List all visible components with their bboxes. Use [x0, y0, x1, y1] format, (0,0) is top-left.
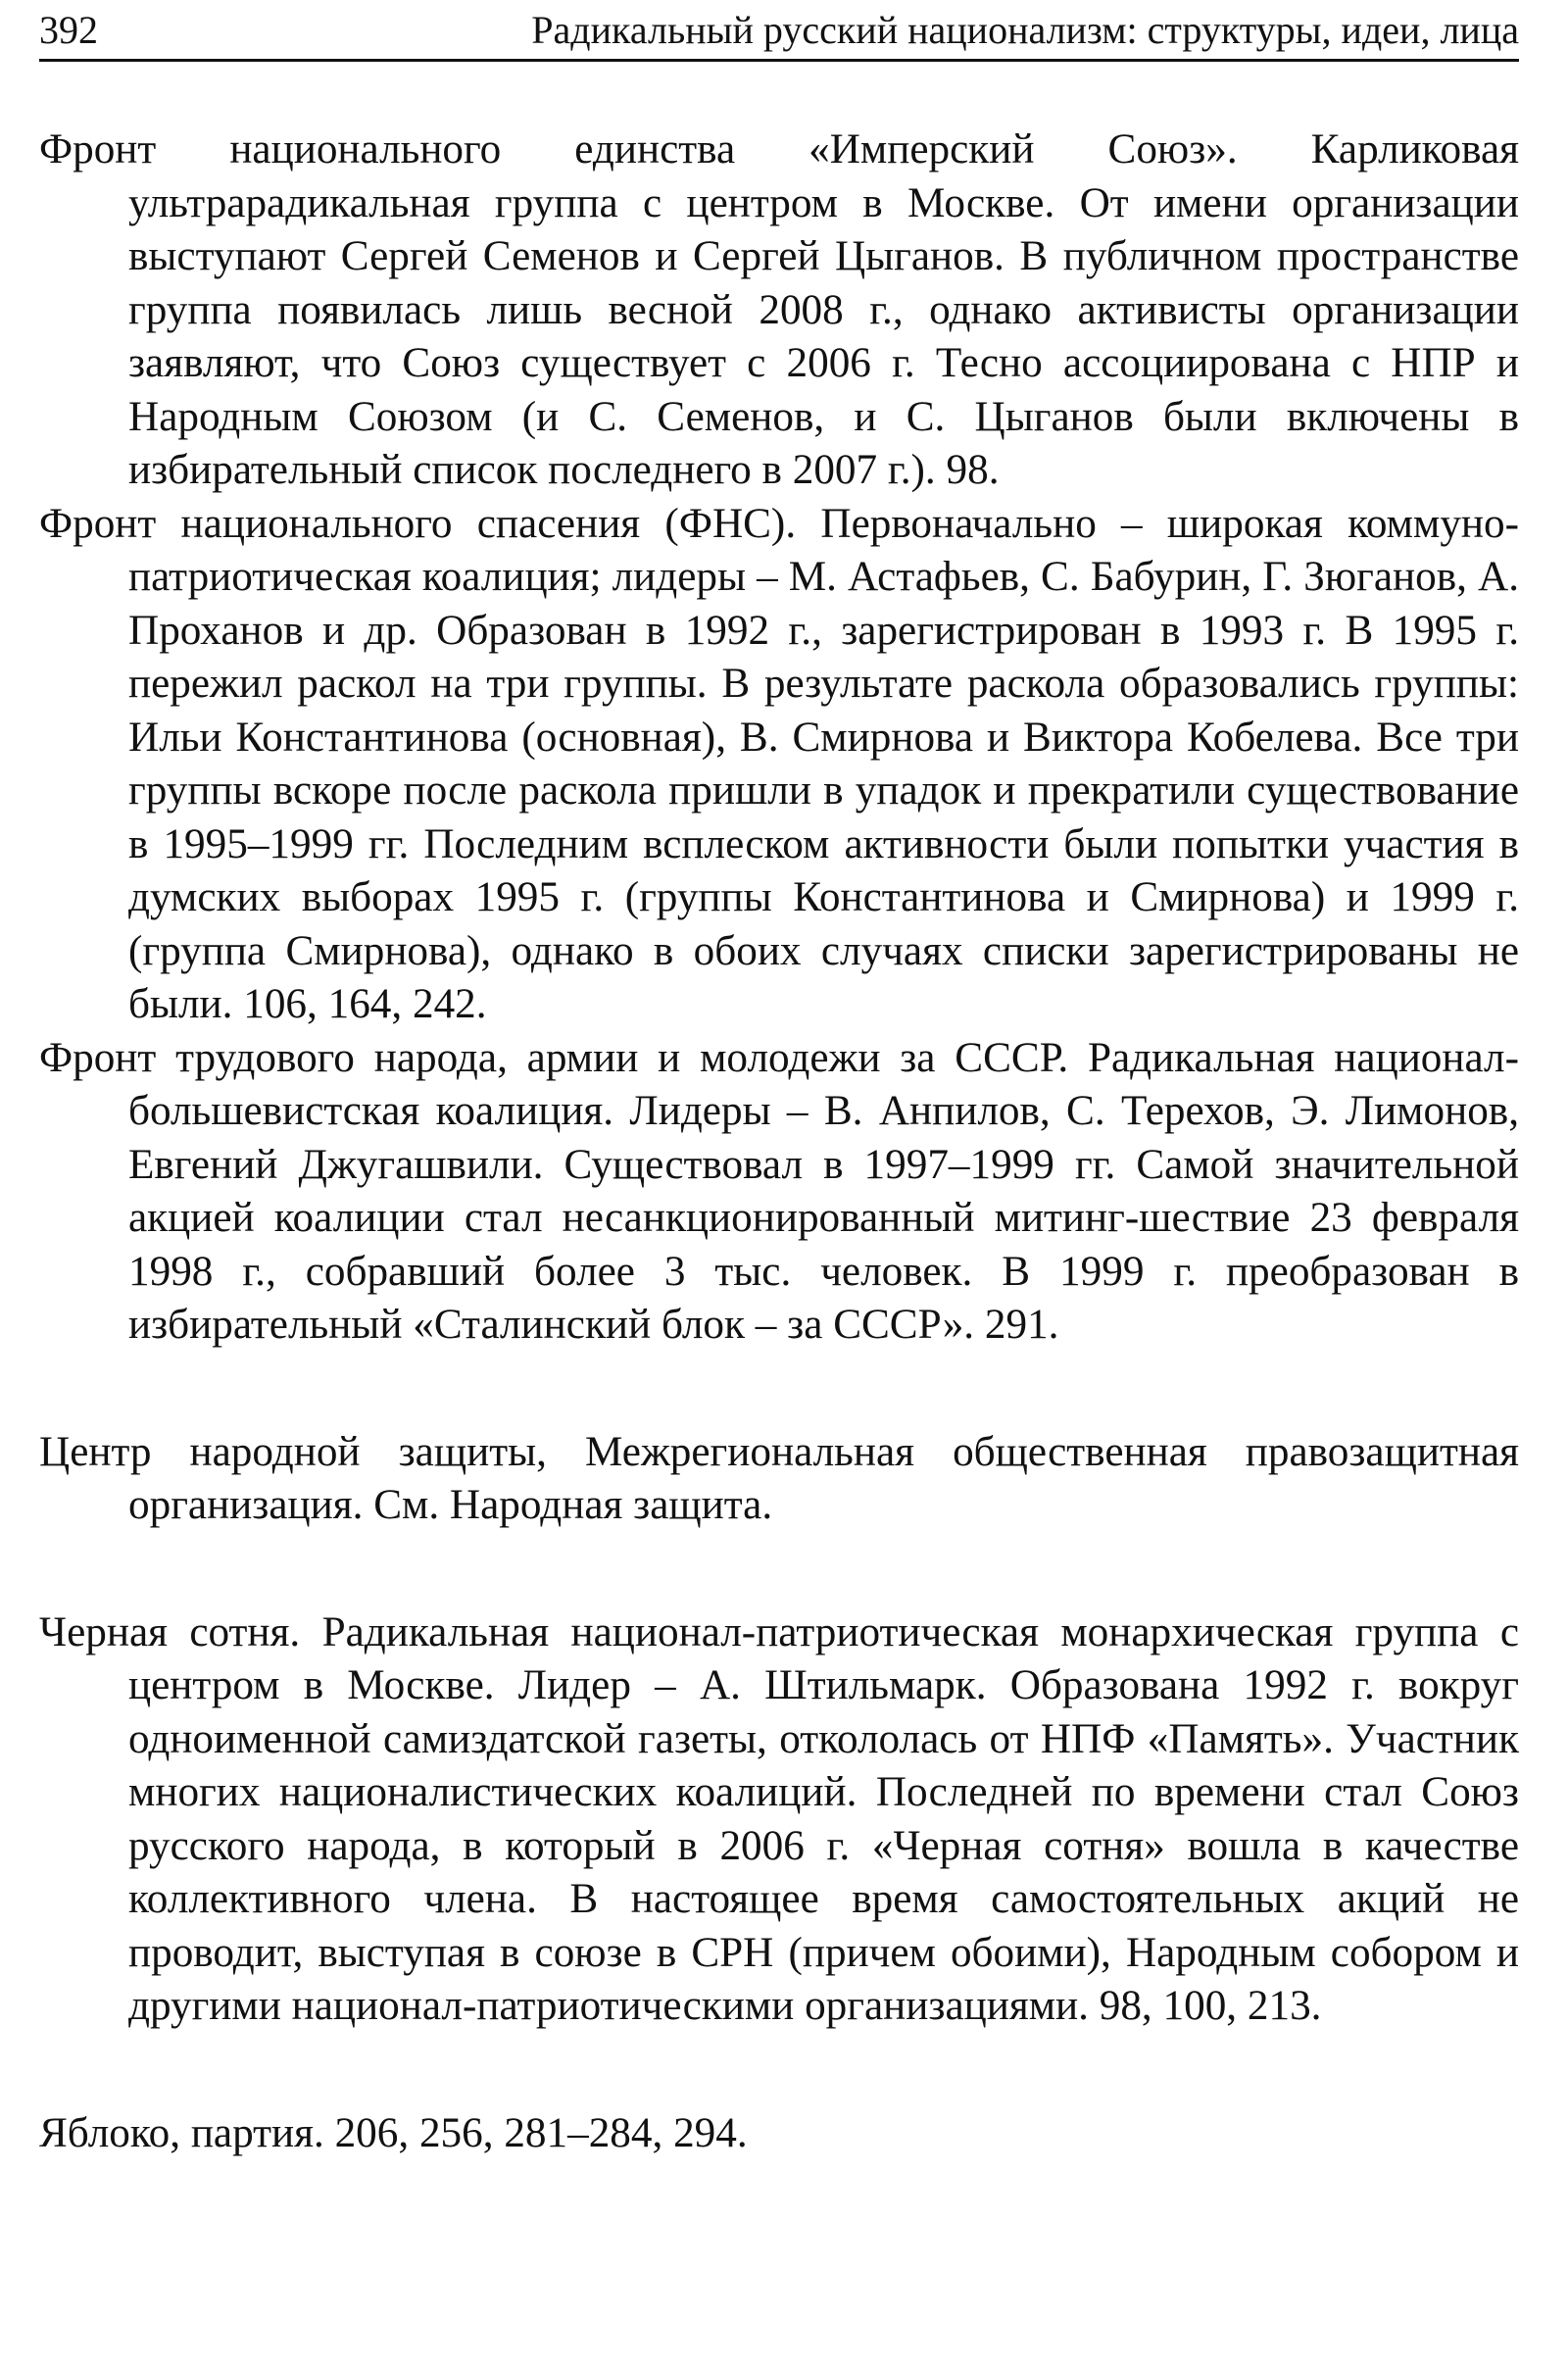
page-header — [39, 2, 1519, 62]
index-entry-yabloko: Яблоко, партия. 206, 256, 281–284, 294. — [39, 2109, 748, 2156]
page-number: 392 — [39, 8, 98, 52]
letter-group-divider — [39, 2034, 1519, 2107]
index-entry-center-people-defense: Центр народной защиты, Межрегиональная общественная правозащитная организация. См. Народная защита. — [39, 1428, 1519, 1528]
running-title: Радикальный русский национализм: структуры, идеи, лица — [531, 8, 1519, 52]
index-entry-black-hundred: Черная сотня. Радикальная национал-патриотическая монархическая группа с центром в Москве. Лидер – А. Штильмарк. Образована 1992 г. вокруг одноименной самиздатской газеты, откололась от НПФ «Память». Участник многих националистических коалиций. Последней по времени стал Союз русского народа, в который в 2006 г. «Черная сотня» вошла в качестве коллективного члена. В настоящее время самостоятельных акций не проводит, выступая в союзе в СРН (причем обоими), Народным собором и другими национал-патриотическими организациями. 98, 100, 213. — [39, 1608, 1519, 2029]
index-entry-front-working-people: Фронт трудового народа, армии и молодежи за СССР. Радикальная национал-большевистская коалиция. Лидеры – В. Анпилов, С. Терехов, Э. Лимонов, Евгений Джугашвили. Существовал в 1997–1999 гг. Самой значительной акцией коалиции стал несанкционированный митинг-шествие 23 февраля 1998 г., собравший более 3 тыс. человек. В 1999 г. преобразован в избирательный «Сталинский блок – за СССР». 291. — [39, 1034, 1519, 1348]
index-entry-front-imperial-union: Фронт национального единства «Имперский Союз». Карликовая ультрарадикальная группа с центром в Москве. От имени организации выступают Сергей Семенов и Сергей Цыганов. В публичном пространстве группа появилась лишь весной 2008 г., однако активисты организации заявляют, что Союз существует с 2006 г. Тесно ассоциирована с НПР и Народным Союзом (и С. Семенов, и С. Цыганов были включены в избирательный список последнего в 2007 г.). 98. — [39, 126, 1519, 493]
index-entries — [39, 123, 1519, 2160]
index-entry-front-national-salvation: Фронт национального спасения (ФНС). Первоначально – широкая коммуно-патриотическая коалиция; лидеры – М. Астафьев, С. Бабурин, Г. Зюганов, А. Проханов и др. Образован в 1992 г., зарегистрирован в 1993 г. В 1995 г. пережил раскол на три группы. В результате раскола образовались группы: Ильи Константинова (основная), В. Смирнова и Виктора Кобелева. Все три группы вскоре после раскола пришли в упадок и прекратили существование в 1995–1999 гг. Последним всплеском активности были попытки участия в думских выборах 1995 г. (группы Константинова и Смирнова) и 1999 г. (группа Смирнова), однако в обоих случаях списки зарегистрированы не были. 106, 164, 242. — [39, 500, 1519, 1027]
book-page — [39, 0, 1519, 2370]
letter-group-divider — [39, 1533, 1519, 1606]
letter-group-divider — [39, 1353, 1519, 1426]
